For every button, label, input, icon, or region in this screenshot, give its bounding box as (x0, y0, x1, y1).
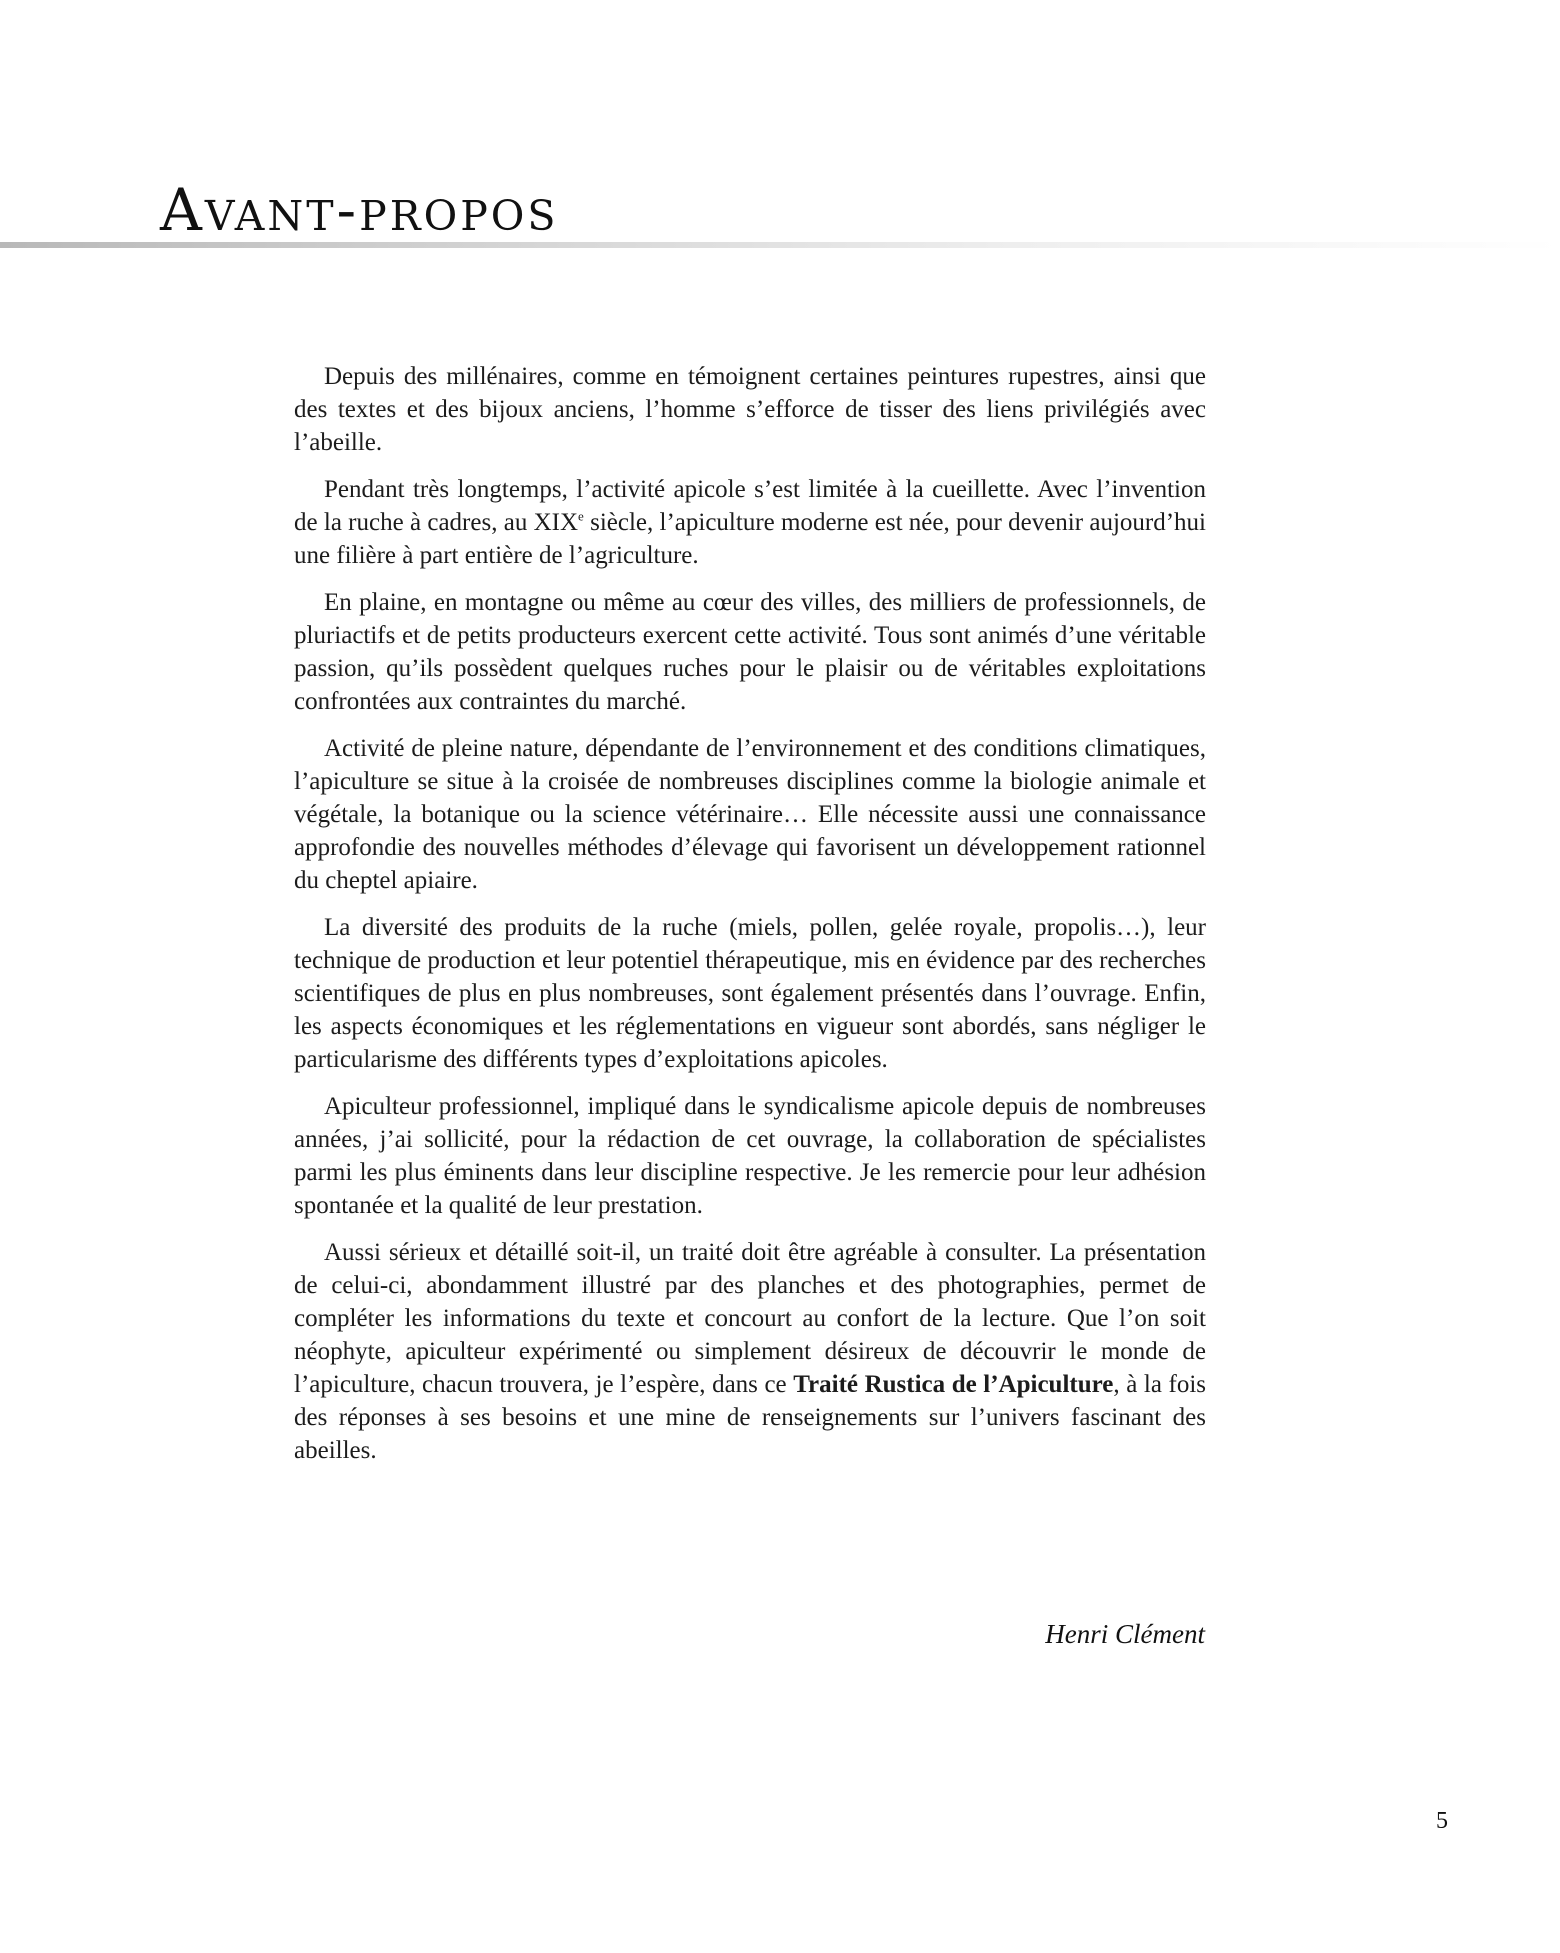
author-signature: Henri Clément (1045, 1619, 1205, 1649)
page-number: 5 (1436, 1808, 1448, 1834)
foreword-body (294, 360, 1206, 1481)
paragraph-7 (294, 1236, 1206, 1467)
paragraph-7-text-end: , à la fois des réponses à ses besoins et une mine de renseignements sur l’univers fascinant des abeilles. (294, 1371, 1206, 1464)
paragraph-2-text-start: Pendant très longtemps, l’activité apicole s’est limitée à la cueillette. Avec l’invention de la ruche à cadres, au XIX (294, 476, 1206, 536)
paragraph-5: La diversité des produits de la ruche (miels, pollen, gelée royale, propolis…), leur technique de production et leur potentiel thérapeutique, mis en évidence par des recherches scientifiques de plus en plus nombreuses, sont également présentés dans l’ouvrage. Enfin, les aspects économiques et les réglementations en vigueur sont abordés, sans négliger le particularisme des différents types d’exploitations apicoles. (294, 914, 1206, 1073)
paragraph-3: En plaine, en montagne ou même au cœur des villes, des milliers de professionnels, de pluriactifs et de petits producteurs exercent cette activité. Tous sont animés d’une véritable passion, qu’ils possèdent quelques ruches pour le plaisir ou de véritables exploitations confrontées aux contraintes du marché. (294, 589, 1206, 715)
paragraph-7-text-start: Aussi sérieux et détaillé soit-il, un traité doit être agréable à consulter. La présentation de celui-ci, abondamment illustré par des planches et des photographies, permet de compléter les informations du texte et concourt au confort de la lecture. Que l’on soit néophyte, apiculteur expérimenté ou simplement désireux de découvrir le monde de l’apiculture, chacun trouvera, je l’espère, dans ce (294, 1239, 1206, 1398)
paragraph-4: Activité de pleine nature, dépendante de l’environnement et des conditions climatiques, l’apiculture se situe à la croisée de nombreuses disciplines comme la biologie animale et végétale, la botanique ou la science vétérinaire… Elle nécessite aussi une connaissance approfondie des nouvelles méthodes d’élevage qui favorisent un développement rationnel du cheptel apiaire. (294, 735, 1206, 894)
paragraph-1: Depuis des millénaires, comme en témoignent certaines peintures rupestres, ainsi que des textes et des bijoux anciens, l’homme s’efforce de tisser des liens privilégiés avec l’abeille. (294, 363, 1206, 456)
paragraph-2-text-end: siècle, l’apiculture moderne est née, pour devenir aujourd’hui une filière à part entière de l’agriculture. (294, 509, 1206, 569)
book-title: Traité Rustica de l’Apiculture (793, 1371, 1114, 1398)
paragraph-6: Apiculteur professionnel, impliqué dans le syndicalisme apicole depuis de nombreuses années, j’ai sollicité, pour la rédaction de cet ouvrage, la collaboration de spécialistes parmi les plus éminents dans leur discipline respective. Je les remercie pour leur adhésion spontanée et la qualité de leur prestation. (294, 1093, 1206, 1219)
paragraph-2 (294, 473, 1206, 572)
page-title: Avant-propos (160, 176, 559, 244)
chapter-heading (0, 170, 1560, 260)
century-superscript: e (578, 508, 584, 524)
